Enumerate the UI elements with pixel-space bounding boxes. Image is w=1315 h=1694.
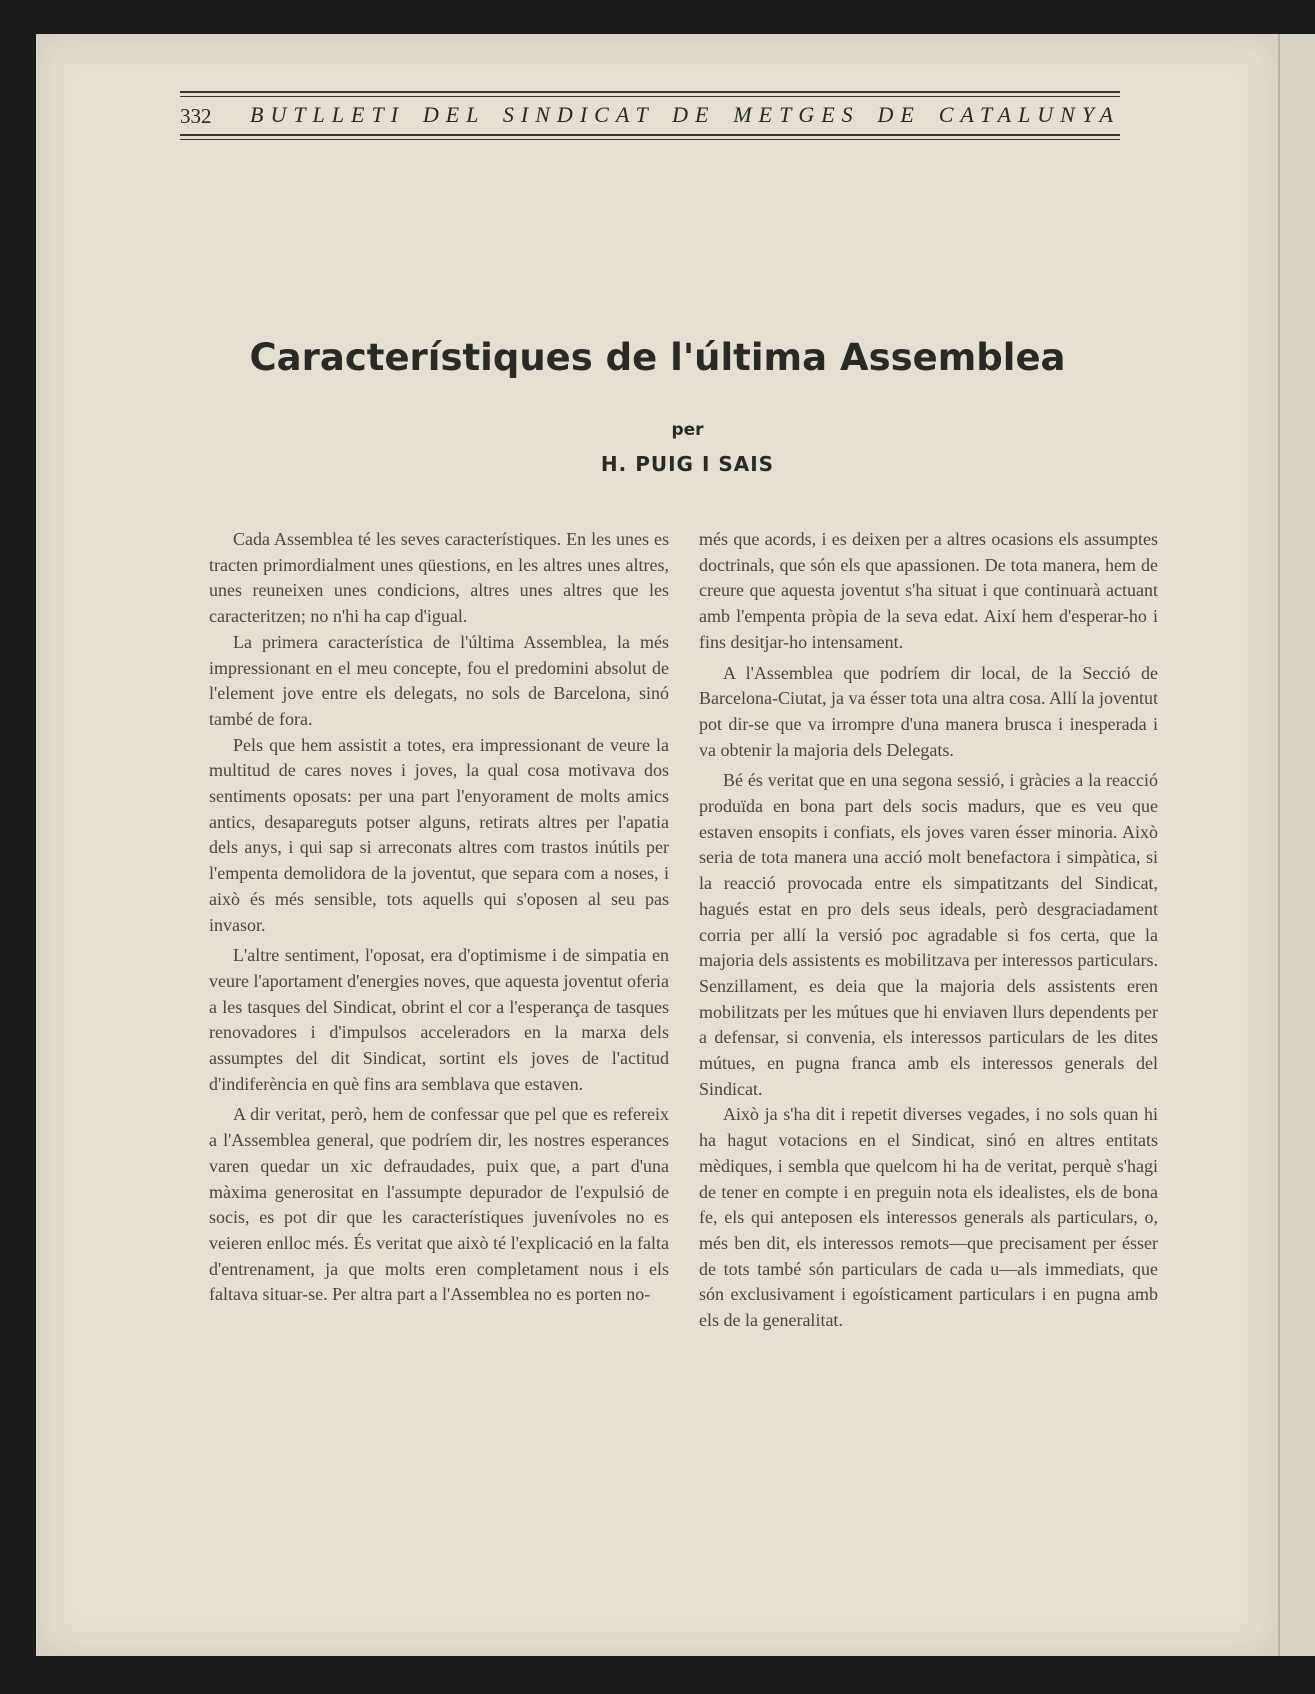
running-header — [180, 91, 1120, 143]
header-rule-bottom-thin — [180, 139, 1120, 140]
header-rule-top — [180, 91, 1120, 93]
right-column — [699, 527, 1158, 1334]
left-column — [209, 527, 669, 1308]
article-author: H. PUIG I SAIS — [600, 452, 775, 476]
header-rule-bottom — [180, 134, 1120, 136]
paragraph: Això ja s'ha dit i repetit diverses vegades, i no sols quan hi ha hagut votacions en el Sindicat, sinó en altres entitats mèdiques, i sembla que quelcom hi ha de veritat, perquè s'hagi de tener en compte i en preguin nota els idealistes, els de bona fe, els qui anteposen els interessos generals als particulars, o, més ben dit, els interessos remots—que precisament per ésser de tots també són particulars de cada u—als immediats, que són exclusivament i egoísticament particulars i en pugna amb els de la generalitat. — [699, 1104, 1158, 1331]
paragraph: A dir veritat, però, hem de confessar que pel que es refereix a l'Assemblea general, que podríem dir, les nostres esperances varen quedar un xic defraudades, puix que, a part d'una màxima generositat en l'assumpte depurador de l'expulsió de socis, es pot dir que les característiques juvenívoles no es veieren enlloc més. És veritat que això té l'explicació en la falta d'entrenament, ja que molts eren completament nous i els faltava situar-se. Per altra part a l'Assemblea no es porten no- — [209, 1104, 669, 1305]
paragraph: La primera característica de l'última Assemblea, la més impressionant en el meu concepte, fou el predomini absolut de l'element jove entre els delegats, no sols de Barcelona, sinó també de fora. — [209, 631, 669, 729]
next-page-edge — [1278, 34, 1315, 1656]
header-rule-top-thin — [180, 96, 1120, 97]
page-number: 332 — [180, 104, 212, 128]
paragraph: L'altre sentiment, l'oposat, era d'optimisme i de simpatia en veure l'aportament d'energies noves, que aquesta joventut oferia a les tasques del Sindicat, obrint el cor a l'esperança de tasques renovadores i d'impulsos acceleradors en la marxa dels assumptes del dit Sindicat, sortint els joves de l'actitud d'indiferència en què fins ara semblava que estaven. — [209, 945, 669, 1094]
paragraph: A l'Assemblea que podríem dir local, de la Secció de Barcelona-Ciutat, ja va ésser tota una altra cosa. Allí la joventut pot dir-se que va irrompre d'una manera brusca i inesperada i va obtenir la majoria dels Delegats. — [699, 662, 1158, 760]
article-title: Característiques de l'última Assemblea — [249, 336, 1066, 379]
paragraph: Pels que hem assistit a totes, era impressionant de veure la multitud de cares noves i joves, la qual cosa motivava dos sentiments oposats: per una part l'enyorament de molts amics antics, desapareguts potser alguns, retirats altres per l'apatia dels anys, i qui sap si arreconats altres com trastos inútils per l'empenta demolidora de la joventut, que separa com a noses, i això és més sensible, tots aquells qui s'oposen al seu pas invasor. — [209, 734, 669, 935]
byline-prefix: per — [671, 420, 704, 440]
journal-title: BUTLLETI DEL SINDICAT DE METGES DE CATALUNYA — [250, 102, 1120, 127]
paragraph: Bé és veritat que en una segona sessió, i gràcies a la reacció produïda en bona part dels socis madurs, que es veu que estaven ensopits i confiats, els joves varen ésser minoria. Això seria de tota manera una acció molt benefactora i simpàtica, si la reacció provocada entre els simpatitzants del Sindicat, hagués estat en pro dels seus ideals, però desgraciadament corria per allí la versió poc agradable si fos certa, que la majoria dels assistents es mobilitzava per interessos particulars. Senzillament, es deia que la majoria dels assistents eren mobilitzats per les mútues que hi enviaven llurs dependents per a defensar, si convenia, els interessos particulars de les dites mútues, en pugna franca amb els interessos generals del Sindicat. — [699, 770, 1158, 1099]
paragraph: més que acords, i es deixen per a altres ocasions els assumptes doctrinals, que són els que apassionen. De tota manera, hem de creure que aquesta joventut s'ha situat i que continuarà actuant amb l'empenta pròpia de la seva edat. Així hem d'esperar-ho i fins desitjar-ho intensament. — [699, 529, 1158, 652]
paragraph: Cada Assemblea té les seves característiques. En les unes es tracten primordialment unes qüestions, en les altres unes altres, unes reuneixen unes condicions, altres unes altres que les caracteritzen; no n'hi ha cap d'igual. — [209, 529, 669, 627]
